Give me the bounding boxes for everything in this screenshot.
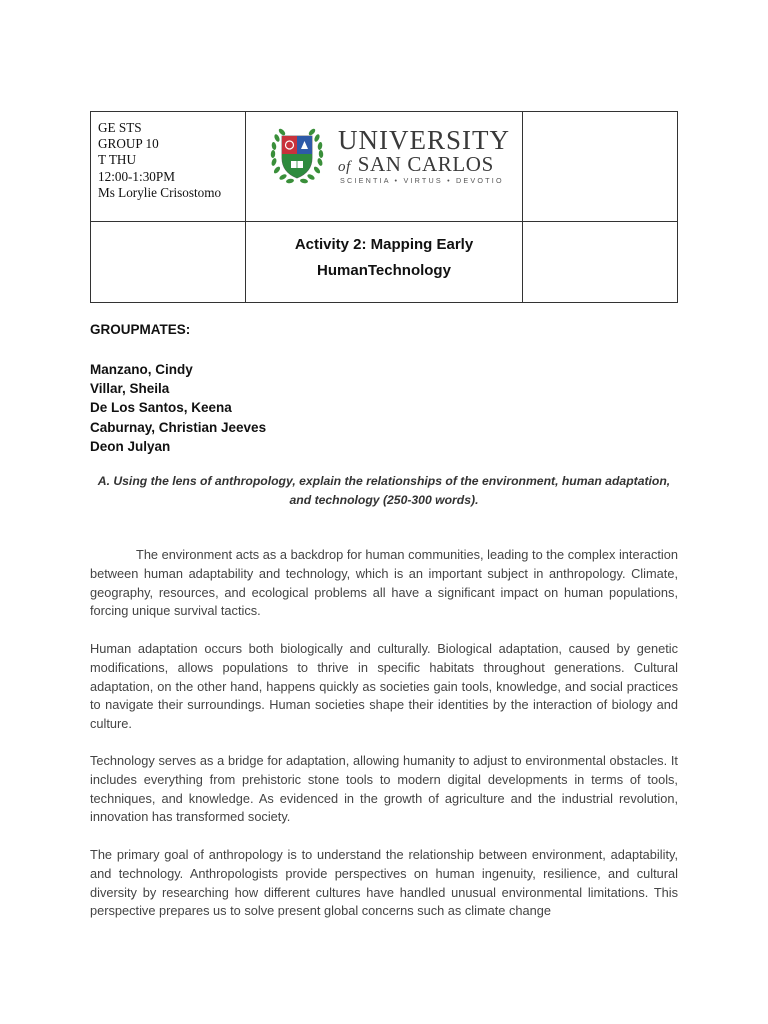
activity-title <box>246 222 523 302</box>
header-empty-cell-bottom-right <box>523 222 677 302</box>
groupmates-heading: GROUPMATES: <box>90 322 191 337</box>
university-seal-icon <box>268 122 326 188</box>
activity-title-line1: Activity 2: Mapping Early <box>294 236 474 253</box>
body-paragraph: The primary goal of anthropology is to understand the relationship between environment, adaptability, and technology. Anthropologists provide perspectives on human ingenuity, resilience, and cultural diversity by researching how different cultures have handled unusual environmental limitations. This perspective prepares us to solve present global concerns such as climate change <box>90 847 678 919</box>
university-name-of: of <box>338 159 351 175</box>
list-item: Caburnay, Christian Jeeves <box>90 419 267 435</box>
group-number: GROUP 10 <box>98 136 159 152</box>
course-code: GE STS <box>98 120 142 135</box>
body-paragraph: Technology serves as a bridge for adaptation, allowing humanity to adjust to environmental obstacles. It includes everything from prehistoric stone tools to modern digital developments in terms of tools, techniques, and knowledge. As evidenced in the growth of agriculture and the industrial revolution, innovation has transformed society. <box>90 753 678 825</box>
list-item: Manzano, Cindy <box>90 362 193 377</box>
activity-title-line2: HumanTechnology <box>317 262 451 279</box>
university-logo <box>246 112 523 222</box>
class-time: 12:00-1:30PM <box>98 168 175 184</box>
header-table <box>90 111 678 303</box>
question-prompt: A. Using the lens of anthropology, explain the relationships of the environment, human adaptation, and technology (250-300 words). <box>97 474 671 508</box>
university-name-san-carlos: SAN CARLOS <box>357 152 494 176</box>
university-motto: SCIENTIA • VIRTUS • DEVOTIO <box>340 176 504 185</box>
list-item: De Los Santos, Keena <box>90 400 232 416</box>
groupmates-list <box>90 360 266 456</box>
instructor-name: Ms Lorylie Crisostomo <box>98 184 222 200</box>
university-name-line1: UNIVERSITY <box>338 125 510 155</box>
header-empty-cell-bottom-left <box>91 222 246 302</box>
list-item: Deon Julyan <box>90 438 171 454</box>
list-item: Villar, Sheila <box>90 381 170 397</box>
body-paragraph: The environment acts as a backdrop for human communities, leading to the complex interaction between human adaptability and technology, which is an important subject in anthropology. Climate, geography, resources, and ecological problems all have a significant impact on human populations, forcing unique survival tactics. <box>90 547 678 619</box>
university-name-line2 <box>338 152 494 179</box>
course-info <box>91 112 246 222</box>
body-paragraph: Human adaptation occurs both biologically and culturally. Biological adaptation, caused by genetic modifications, allows populations to thrive in specific habitats throughout generations. Cultural adaptation, on the other hand, happens quickly as societies gain tools, knowledge, and social practices to navigate their surroundings. Human societies shape their identities by the interaction of biology and culture. <box>90 641 678 732</box>
header-empty-cell-top <box>523 112 677 222</box>
class-days: T THU <box>98 152 136 168</box>
